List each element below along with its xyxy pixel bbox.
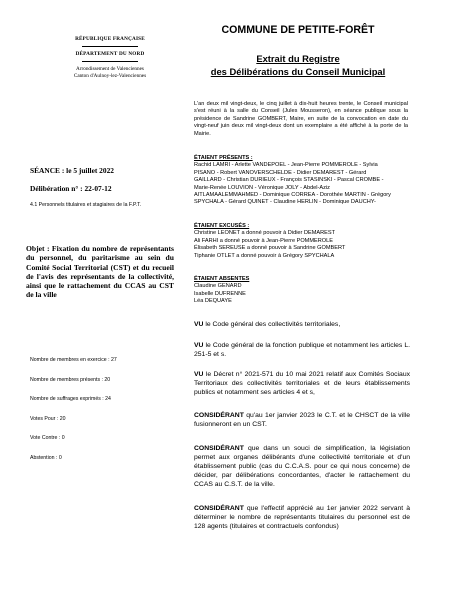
presents-line: Rachid LAMRI - Arlette VANDEPOEL - Jean-Pierre POMMEROLE - Sylvia [194, 162, 378, 169]
absents-line: Léa DEQUAYE [194, 298, 232, 305]
republic-label: RÉPUBLIQUE FRANÇAISE [75, 36, 145, 42]
clause-vu-cgct [194, 320, 410, 329]
divider [82, 61, 138, 62]
excuses-line: Tiphanie OTLET a donné pouvoir à Grégory SPYCHALA [194, 252, 335, 259]
excuses-section [194, 223, 410, 260]
clause-lead: VU [194, 371, 204, 378]
clause-text: le Code général de la fonction publique et notamment les articles L. 251-5 et s. [194, 342, 411, 358]
commune-title: COMMUNE DE PETITE-FORÊT [221, 24, 375, 36]
extract-title-1: Extrait du Registre [256, 53, 340, 64]
absents-section [194, 276, 410, 306]
presents-heading: ÉTAIENT PRÉSENTS : [194, 155, 253, 161]
presents-line: GAILLARD - Christian DURIEUX - François STASINSKI - Pascal CROMBE - [194, 177, 384, 184]
clause-lead: CONSIDÉRANT [194, 445, 244, 452]
excuses-line: Ali FARHI a donné pouvoir à Jean-Pierre POMMEROLE [194, 237, 333, 244]
clause-considerant-rattachement [194, 444, 410, 489]
vote-abstention: Abstention : 0 [30, 455, 62, 461]
excuses-line: Christine LEONET a donné pouvoir à Didier DEMAREST [194, 230, 336, 237]
clause-text: que dans un souci de simplification, la législation permet aux organes délibérants d'une collectivité territoriale et d'un établissement public (cas du C.C.A.S. pour ce qui nous concerne) de décider, par délibérations concordantes, d'acter le rattachement du CCAS au C.S.T. de la ville. [194, 445, 410, 488]
clause-text: qu'au 1er janvier 2023 le C.T. et le CHSCT de la ville fusionneront en un CST. [194, 412, 411, 428]
absents-heading: ÉTAIENT ABSENTES [194, 276, 250, 282]
presents-line: SPYCHALA - Gérard QUINET - Claudine HERLIN - Dominique DAUCHY- [194, 199, 376, 206]
seance-label: SÉANCE : le 5 juillet 2022 [30, 166, 114, 175]
classification-label: 4.1 Personnels titulaires et stagiaires de la F.P.T. [30, 202, 142, 208]
clause-considerant-cst [194, 411, 410, 429]
extract-title-2: des Délibérations du Conseil Municipal [210, 66, 386, 77]
presents-section [194, 155, 410, 207]
presents-line: Marie-Renée LOUVION - Véronique JOLY - Abdel-Aziz [194, 184, 330, 191]
clause-lead: CONSIDÉRANT [194, 412, 244, 419]
clause-lead: VU [194, 342, 204, 349]
absents-line: Claudine GENARD [194, 283, 242, 290]
vote-contre: Vote Contre : 0 [30, 435, 65, 441]
vote-pour: Votes Pour : 20 [30, 416, 66, 422]
clause-text: le Décret n° 2021-571 du 10 mai 2021 relatif aux Comités Sociaux Territoriaux des collectivités territoriales et de leurs établissements publics et notamment ses articles 4 et s, [194, 371, 411, 396]
clause-vu-cgfp [194, 341, 410, 359]
clause-lead: VU [194, 321, 204, 328]
excuses-line: Élisabeth SEREUSE a donné pouvoir à Sandrine GOMBERT [194, 245, 346, 252]
excuses-heading: ÉTAIENT EXCUSÉS : [194, 223, 250, 229]
absents-line: Isabelle DUFRENNE [194, 290, 246, 297]
clause-considerant-effectif [194, 504, 410, 531]
presents-line: AITLAMAALEMMAHMED - Dominique CORREA - Dorothée MARTIN - Grégory [194, 192, 391, 199]
clause-text: que l'effectif apprécié au 1er janvier 2022 servant à déterminer le nombre de représentants titulaires du personnel est de 128 agents (titulaires et contractuels confondus) [194, 505, 410, 530]
deliberation-label: Délibération n° : 22-07-12 [30, 184, 112, 193]
department-label: DÉPARTEMENT DU NORD [75, 51, 145, 57]
vote-suffrages: Nombre de suffrages exprimés : 24 [30, 396, 111, 402]
clause-vu-decret [194, 370, 410, 397]
vote-presents: Nombre de membres présents : 20 [30, 377, 111, 383]
presents-line: PISANO - Robert VANOVERSCHELDE - Didier DEMAREST - Gérard [194, 169, 367, 176]
intro-paragraph: L'an deux mil vingt-deux, le cinq juillet à dix-huit heures trente, le Conseil municipal s'est réuni à la salle du Conseil (Jules Mousseron), en séance publique sous la présidence de Sandrine GOMBERT, Maire, en suite de la convocation en date du vingt-neuf juin deux mil vingt-deux dont un exemplaire a été affiché à la porte de la Mairie. [194, 101, 408, 137]
canton-label: Canton d'Aulnoy-lez-Valenciennes [73, 73, 147, 79]
arrondissement-label: Arrondissement de Valenciennes [76, 66, 144, 72]
clause-lead: CONSIDÉRANT [194, 505, 244, 512]
objet-text: Objet : Fixation du nombre de représentants du personnel, du paritarisme au sein du Comité Social Territorial (CST) et du recueil de l'avis des représentants de la collectivité, ainsi que le rattachement du CCAS au CST de la ville [26, 244, 174, 300]
vote-exercice: Nombre de membres en exercice : 27 [30, 357, 117, 363]
clause-text: le Code général des collectivités territoriales, [205, 321, 341, 328]
left-header [40, 36, 180, 80]
divider [82, 46, 138, 47]
